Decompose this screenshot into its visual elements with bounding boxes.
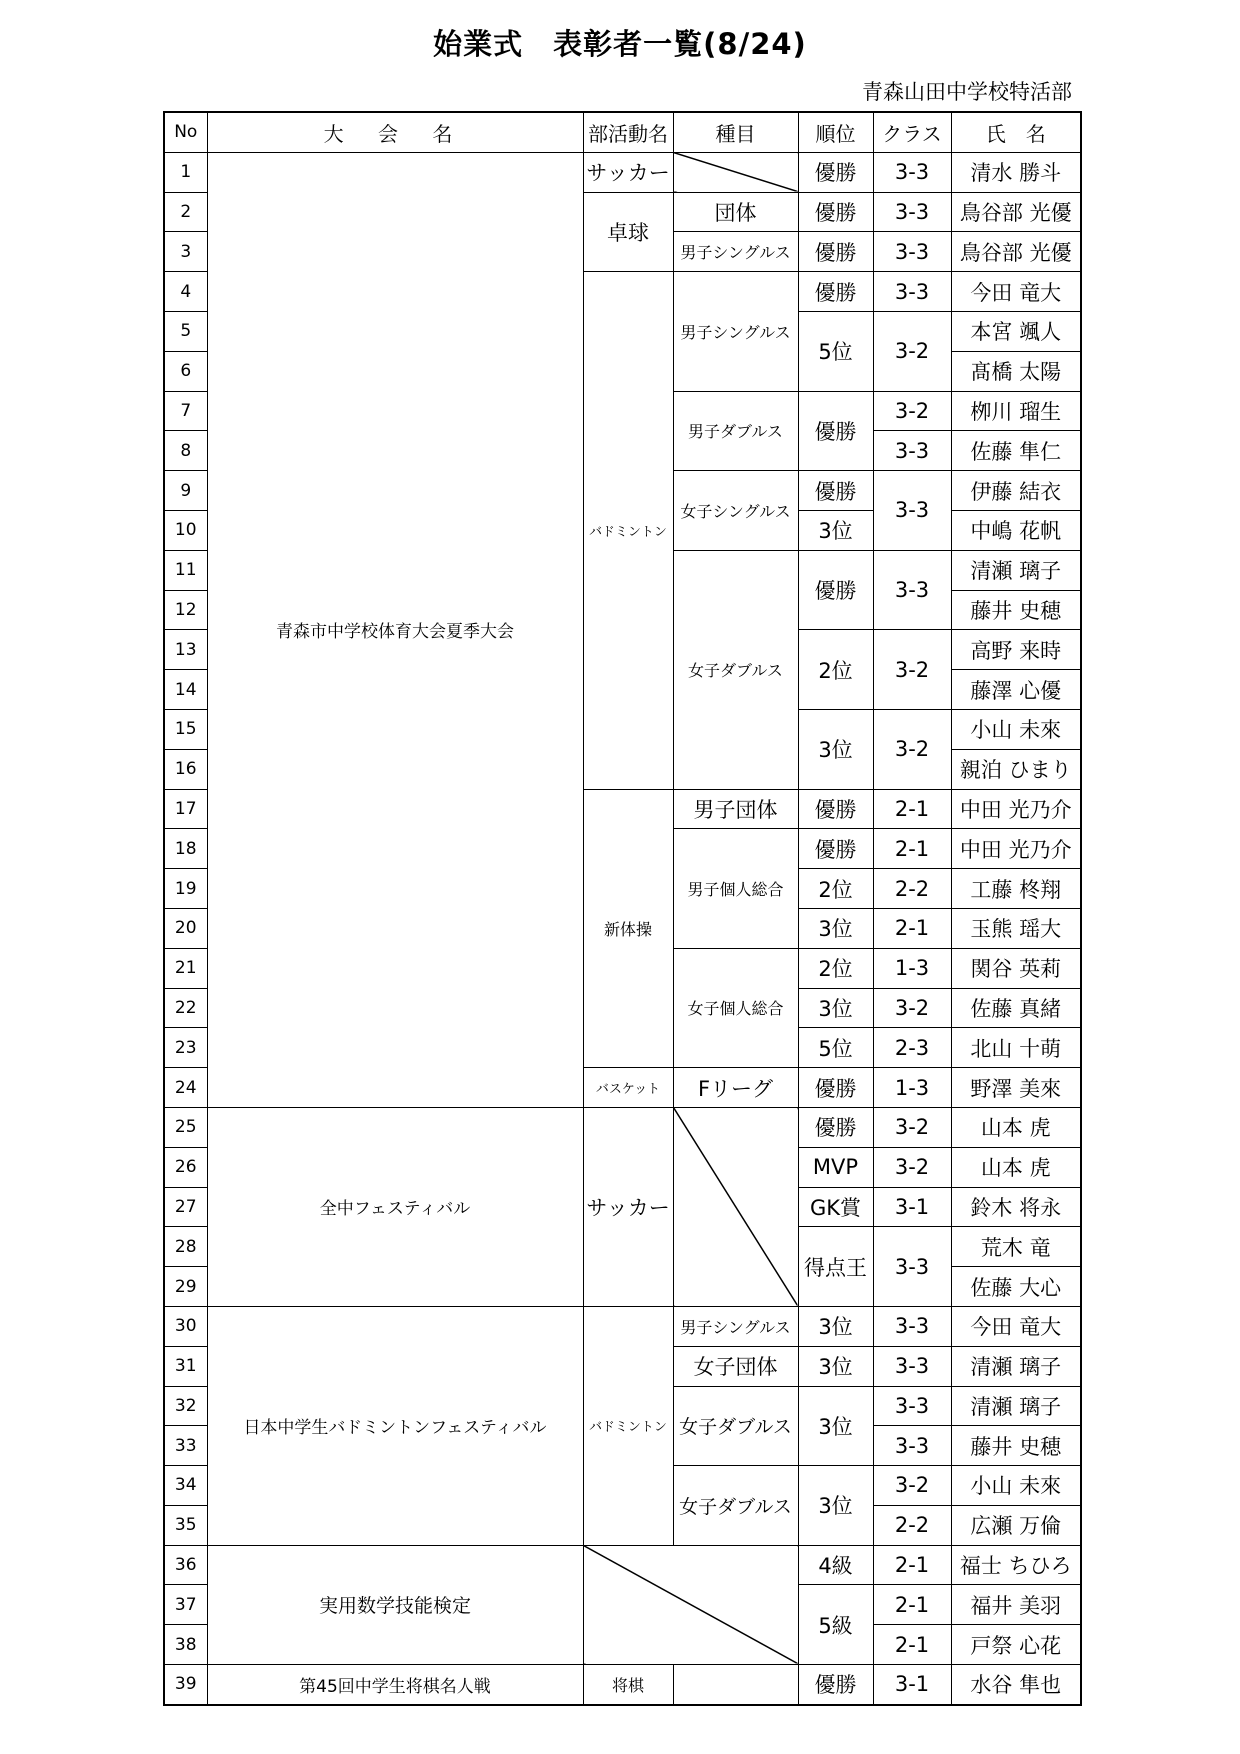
rank: 4級 <box>798 1545 873 1585</box>
event-name: 男子シングルス <box>673 272 798 391</box>
row-number: 28 <box>164 1227 207 1267</box>
rank: 3位 <box>798 1346 873 1386</box>
class: 2-1 <box>873 1545 951 1585</box>
class: 3-2 <box>873 709 951 789</box>
student-name: 小山 未來 <box>951 1466 1081 1506</box>
student-name: 伊藤 結衣 <box>951 471 1081 511</box>
rank: 優勝 <box>798 391 873 471</box>
row-number: 12 <box>164 590 207 630</box>
rank: 優勝 <box>798 232 873 272</box>
class: 3-3 <box>873 1306 951 1346</box>
club-name: バスケット <box>583 1068 673 1108</box>
col-header-club: 部活動名 <box>583 112 673 152</box>
student-name: 佐藤 大心 <box>951 1267 1081 1307</box>
club-name: 将棋 <box>583 1665 673 1705</box>
class: 3-3 <box>873 152 951 192</box>
student-name: 清瀬 璃子 <box>951 550 1081 590</box>
rank: 3位 <box>798 1306 873 1346</box>
rank: 3位 <box>798 510 873 550</box>
event-name: Fリーグ <box>673 1068 798 1108</box>
student-name: 北山 十萌 <box>951 1028 1081 1068</box>
rank: 2位 <box>798 869 873 909</box>
table-row <box>164 152 1081 192</box>
rank: 優勝 <box>798 829 873 869</box>
row-number: 2 <box>164 192 207 232</box>
student-name: 福井 美羽 <box>951 1585 1081 1625</box>
student-name: 栁川 瑠生 <box>951 391 1081 431</box>
row-number: 24 <box>164 1068 207 1108</box>
row-number: 39 <box>164 1665 207 1705</box>
meet-name: 日本中学生バドミントンフェスティバル <box>207 1306 583 1545</box>
class: 2-1 <box>873 789 951 829</box>
col-header-class: クラス <box>873 112 951 152</box>
class: 2-1 <box>873 1625 951 1665</box>
event-name: 男子ダブルス <box>673 391 798 471</box>
class: 3-1 <box>873 1665 951 1705</box>
rank: 3位 <box>798 709 873 789</box>
student-name: 関谷 英莉 <box>951 948 1081 988</box>
event-name: 男子個人総合 <box>673 829 798 948</box>
table-row <box>164 1545 1081 1585</box>
class: 3-1 <box>873 1187 951 1227</box>
club-name: バドミントン <box>583 1306 673 1545</box>
row-number: 25 <box>164 1107 207 1147</box>
club-event-blank <box>583 1545 798 1664</box>
col-header-no: No <box>164 112 207 152</box>
class: 2-1 <box>873 908 951 948</box>
class: 2-1 <box>873 829 951 869</box>
class: 3-3 <box>873 1346 951 1386</box>
meet-name: 青森市中学校体育大会夏季大会 <box>207 152 583 1107</box>
class: 3-2 <box>873 1147 951 1187</box>
student-name: 水谷 隼也 <box>951 1665 1081 1705</box>
rank: 優勝 <box>798 272 873 312</box>
student-name: 鳥谷部 光優 <box>951 232 1081 272</box>
student-name: 清瀬 璃子 <box>951 1386 1081 1426</box>
row-number: 20 <box>164 908 207 948</box>
student-name: 清瀬 璃子 <box>951 1346 1081 1386</box>
student-name: 今田 竜大 <box>951 272 1081 312</box>
class: 1-3 <box>873 1068 951 1108</box>
rank: 優勝 <box>798 1107 873 1147</box>
student-name: 佐藤 隼仁 <box>951 431 1081 471</box>
rank: 優勝 <box>798 152 873 192</box>
student-name: 鳥谷部 光優 <box>951 192 1081 232</box>
class: 3-3 <box>873 1227 951 1307</box>
awards-table <box>163 111 1082 1706</box>
student-name: 藤井 史穂 <box>951 590 1081 630</box>
student-name: 鈴木 将永 <box>951 1187 1081 1227</box>
event-name: 女子シングルス <box>673 471 798 551</box>
student-name: 親泊 ひまり <box>951 749 1081 789</box>
event-name: 女子ダブルス <box>673 550 798 789</box>
student-name: 山本 虎 <box>951 1147 1081 1187</box>
student-name: 広瀬 万倫 <box>951 1505 1081 1545</box>
event-name: 女子団体 <box>673 1346 798 1386</box>
student-name: 小山 未來 <box>951 709 1081 749</box>
class: 3-3 <box>873 471 951 551</box>
club-name: サッカー <box>583 152 673 192</box>
rank: 3位 <box>798 908 873 948</box>
class: 3-3 <box>873 192 951 232</box>
row-number: 37 <box>164 1585 207 1625</box>
class: 2-2 <box>873 869 951 909</box>
row-number: 3 <box>164 232 207 272</box>
rank: 3位 <box>798 1466 873 1546</box>
class: 3-3 <box>873 1426 951 1466</box>
class: 1-3 <box>873 948 951 988</box>
school-name: 青森山田中学校特活部 <box>862 80 1072 104</box>
row-number: 31 <box>164 1346 207 1386</box>
col-header-event: 種目 <box>673 112 798 152</box>
row-number: 33 <box>164 1426 207 1466</box>
class: 3-3 <box>873 232 951 272</box>
row-number: 11 <box>164 550 207 590</box>
class: 2-1 <box>873 1585 951 1625</box>
row-number: 27 <box>164 1187 207 1227</box>
event-name: 男子シングルス <box>673 1306 798 1346</box>
student-name: 中田 光乃介 <box>951 829 1081 869</box>
meet-name: 第45回中学生将棋名人戦 <box>207 1665 583 1705</box>
class: 3-3 <box>873 1386 951 1426</box>
rank: 2位 <box>798 948 873 988</box>
table-row <box>164 1107 1081 1147</box>
row-number: 14 <box>164 670 207 710</box>
student-name: 髙橋 太陽 <box>951 351 1081 391</box>
table-row <box>164 1665 1081 1705</box>
student-name: 戸祭 心花 <box>951 1625 1081 1665</box>
class: 3-3 <box>873 550 951 630</box>
student-name: 清水 勝斗 <box>951 152 1081 192</box>
col-header-rank: 順位 <box>798 112 873 152</box>
club-name: 卓球 <box>583 192 673 272</box>
page-title: 始業式 表彰者一覧(8/24) <box>433 27 807 61</box>
student-name: 中嶋 花帆 <box>951 510 1081 550</box>
student-name: 藤井 史穂 <box>951 1426 1081 1466</box>
row-number: 38 <box>164 1625 207 1665</box>
row-number: 15 <box>164 709 207 749</box>
student-name: 藤澤 心優 <box>951 670 1081 710</box>
row-number: 26 <box>164 1147 207 1187</box>
col-header-name: 氏 名 <box>951 112 1081 152</box>
student-name: 佐藤 真緒 <box>951 988 1081 1028</box>
student-name: 山本 虎 <box>951 1107 1081 1147</box>
row-number: 7 <box>164 391 207 431</box>
student-name: 荒木 竜 <box>951 1227 1081 1267</box>
event-name: 男子シングルス <box>673 232 798 272</box>
row-number: 35 <box>164 1505 207 1545</box>
row-number: 36 <box>164 1545 207 1585</box>
rank: 優勝 <box>798 192 873 232</box>
student-name: 今田 竜大 <box>951 1306 1081 1346</box>
class: 3-2 <box>873 988 951 1028</box>
rank: 優勝 <box>798 789 873 829</box>
club-name: サッカー <box>583 1107 673 1306</box>
rank: 3位 <box>798 988 873 1028</box>
row-number: 32 <box>164 1386 207 1426</box>
class: 3-2 <box>873 1466 951 1506</box>
student-name: 本宮 颯人 <box>951 311 1081 351</box>
rank: 2位 <box>798 630 873 710</box>
event-blank <box>673 1107 798 1306</box>
student-name: 高野 来時 <box>951 630 1081 670</box>
student-name: 中田 光乃介 <box>951 789 1081 829</box>
row-number: 21 <box>164 948 207 988</box>
row-number: 5 <box>164 311 207 351</box>
class: 2-2 <box>873 1505 951 1545</box>
club-name: バドミントン <box>583 272 673 789</box>
row-number: 30 <box>164 1306 207 1346</box>
table-header-row <box>164 112 1081 152</box>
rank: 優勝 <box>798 550 873 630</box>
row-number: 29 <box>164 1267 207 1307</box>
row-number: 19 <box>164 869 207 909</box>
class: 3-2 <box>873 311 951 391</box>
class: 3-2 <box>873 391 951 431</box>
row-number: 16 <box>164 749 207 789</box>
student-name: 野澤 美來 <box>951 1068 1081 1108</box>
rank: 優勝 <box>798 1068 873 1108</box>
row-number: 6 <box>164 351 207 391</box>
student-name: 工藤 柊翔 <box>951 869 1081 909</box>
club-name: 新体操 <box>583 789 673 1068</box>
rank: 3位 <box>798 1386 873 1466</box>
row-number: 22 <box>164 988 207 1028</box>
class: 3-2 <box>873 630 951 710</box>
row-number: 8 <box>164 431 207 471</box>
rank: 5級 <box>798 1585 873 1665</box>
class: 3-3 <box>873 431 951 471</box>
meet-name: 実用数学技能検定 <box>207 1545 583 1664</box>
table-row <box>164 1306 1081 1346</box>
row-number: 13 <box>164 630 207 670</box>
student-name: 福士 ちひろ <box>951 1545 1081 1585</box>
rank: 得点王 <box>798 1227 873 1307</box>
class: 3-2 <box>873 1107 951 1147</box>
event-name: 女子個人総合 <box>673 948 798 1067</box>
event-name: 男子団体 <box>673 789 798 829</box>
event-empty <box>673 1665 798 1705</box>
class: 3-3 <box>873 272 951 312</box>
event-name: 団体 <box>673 192 798 232</box>
rank: 5位 <box>798 311 873 391</box>
rank: GK賞 <box>798 1187 873 1227</box>
student-name: 玉熊 瑶大 <box>951 908 1081 948</box>
class: 2-3 <box>873 1028 951 1068</box>
row-number: 18 <box>164 829 207 869</box>
rank: MVP <box>798 1147 873 1187</box>
row-number: 4 <box>164 272 207 312</box>
row-number: 10 <box>164 510 207 550</box>
event-name: 女子ダブルス <box>673 1466 798 1546</box>
event-blank <box>673 152 798 192</box>
row-number: 23 <box>164 1028 207 1068</box>
event-name: 女子ダブルス <box>673 1386 798 1466</box>
rank: 5位 <box>798 1028 873 1068</box>
row-number: 34 <box>164 1466 207 1506</box>
col-header-meet: 大 会 名 <box>207 112 583 152</box>
rank: 優勝 <box>798 1665 873 1705</box>
meet-name: 全中フェスティバル <box>207 1107 583 1306</box>
row-number: 9 <box>164 471 207 511</box>
row-number: 1 <box>164 152 207 192</box>
rank: 優勝 <box>798 471 873 511</box>
row-number: 17 <box>164 789 207 829</box>
